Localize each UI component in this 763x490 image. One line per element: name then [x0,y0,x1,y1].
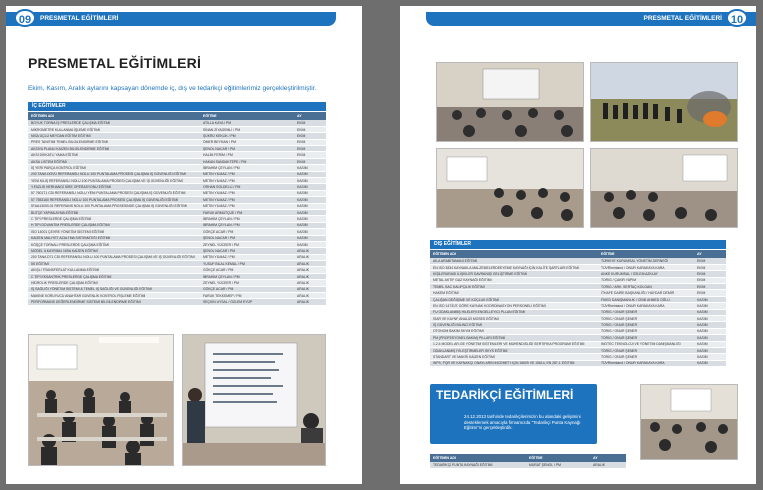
cell-egitimi: YUSUF BİLAL KEMAL / PM [200,261,294,267]
cell-ay: EKİM [694,284,726,290]
cell-egitim-adi: AKSA LİSTEM EĞİTİMİ [28,158,200,164]
cell-ay: EKİM [694,271,726,277]
cell-ay: ARALIK [294,248,326,254]
col-egitim-adi: EĞİTİMİN ADI [28,112,200,120]
right-page [400,6,756,484]
cell-egitimi: ATİLLA KAYA / PM [200,120,294,126]
left-page-title: PRESMETAL EĞİTİMLERİ [28,55,202,71]
cell-ay: EKİM [694,290,726,296]
cell-egitimi: METİN YILMAZ / PM [200,178,294,184]
cell-ay: ARALIK [294,261,326,267]
cell-egitimi: TORİG / ONUR ŞENER [598,322,694,328]
cell-egitimi: METİN YILMAZ / PM [200,254,294,260]
cell-ay: KASIM [294,190,326,196]
cell-ay: KASIM [294,209,326,215]
table-row [430,462,626,468]
right-header-bar: PRESMETAL EĞİTİMLERİ [426,12,756,26]
cell-egitimi: ŞENOL NACAR / PM [200,146,294,152]
cell-ay: KASIM [294,184,326,190]
cell-egitim-adi: MAKİNE KORUYUCU ANAHTAR GÜVENLİK KONTROL FİŞLEME EĞİTİMİ [28,293,200,299]
tedarikci-table [430,454,626,469]
table-row [430,360,726,366]
cell-ay: KASIM [694,328,726,334]
cell-ay: EKİM [294,146,326,152]
cell-egitim-adi: ODAKLANMIŞ İYİLEŞTİRMELER SKYS EĞİTİMİ [430,347,598,353]
cell-ay: KASIM [294,197,326,203]
cell-ay: ARALIK [294,273,326,279]
cell-egitim-adi: KİŞİLERARASI İLİŞKİLER DAVRANIŞI GELİŞTİRME EĞİTİMİ [430,271,598,277]
fire-drill-illustration [591,63,738,142]
cell-ay: EKİM [294,133,326,139]
cell-ay: KASIM [294,235,326,241]
cell-egitim-adi: H TİPİ DOVANTIM PRESLERDE ÇALIŞMA EĞİTİMİ [28,222,200,228]
tedarikci-text: 24.12.2013 tarihinde tedarikçilerimizin bu alandaki gelişimini desteklemek amacıyla firmamızda "Tedarikçi Punta Kaynağı Eğitimi"ni gerçekleştirdik. [464,414,581,431]
cell-egitim-adi: 1.2.4 MODEL AR-GE YÖNETİM SİSTEMLERİ VE MÜHENDİSLİĞİ SERTİFİKA PROGRAMI EĞİTİMİ [430,341,598,347]
training-room-photo [28,334,174,466]
cell-egitimi: İTHAFE DAİRE BAŞKANLIĞI / HAYDAR DEMİR [598,290,694,296]
cell-egitimi: TORİG / ONUR ŞENER [598,354,694,360]
cell-egitimi: METİN YILMAZ / PM [200,203,294,209]
cell-egitimi: ZEYNEL YÜCEER / PM [200,280,294,286]
table-row [28,299,326,305]
cell-egitim-adi: MİKROMETRE KULLANMA İŞLEME EĞİTİMİ [28,126,200,132]
cell-egitim-adi: BOYUK TORNA İŞ PRESLERDE ÇALIŞMA EĞİTİMİ [28,120,200,126]
cell-egitimi: GÖKÇE ACAR / PM [200,229,294,235]
tedarikci-box [430,384,597,444]
cell-egitimi: GÖKÇE ACAR / PM [200,286,294,292]
cell-egitimi: TORİG / ONUR ŞENER [598,309,694,315]
cell-ay: EKİM [694,277,726,283]
cell-ay: ARALIK [590,462,626,468]
col-ay: AY [294,112,326,120]
supplier-training-photo [640,384,738,460]
cell-ay: EKİM [294,152,326,158]
cell-egitimi: İNOTEC TEKNOLOJİ VE YÖNETİM DANIŞMANLIĞI [598,341,694,347]
cell-ay: KASIM [694,309,726,315]
col-egitim-adi: EĞİTİMİN ADI [430,454,526,462]
cell-egitim-adi: EN ISO 14731'E GÖRE KAYNAK KOORDİNASYON PERSONELİ EĞİTİMİ [430,303,598,309]
cell-ay: ARALIK [294,299,326,305]
cell-egitim-adi: HAKEM EĞİTİMİ [430,290,598,296]
cell-egitimi: TÜVRheinland / ONUR KARAKAYA KARA [598,303,694,309]
col-egitim-adi: EĞİTİMİN ADI [430,250,598,258]
cell-ay: ARALIK [294,280,326,286]
cell-egitimi: İBRAHİM ÇEYLAN / PM [200,216,294,222]
cell-ay: KASIM [294,165,326,171]
cell-ay: KASIM [694,354,726,360]
cell-ay: EKİM [294,126,326,132]
cell-egitimi: METİN YILMAZ / PM [200,197,294,203]
cell-egitim-adi: 5TAA13000-01 REFERANS NOLU 100 PUNTALAMA PROSESİNDE ÇALIŞMA İŞ GÜVENLİĞİ EĞİTİMİ [28,203,200,209]
cell-egitimi: FİKED DANIŞMANLIK / CEMİ AHMED OĞLU [598,296,694,302]
cell-ay: EKİM [294,139,326,145]
classroom-photo-1 [436,62,584,142]
cell-egitim-adi: PERFORMANS DEĞERLENDİRME SİSTEMİ BİLGİLENDİRME EĞİTİMİ [28,299,200,305]
cell-egitim-adi: İŞ SAĞLIĞI YÖNETİM SİSTEMİ & TEMEL İŞ SAĞLIĞI VE GÜVENLİĞİ EĞİTİMİ [28,286,200,292]
tedarikci-title: TEDARİKÇİ EĞİTİMLERİ [436,388,574,402]
cell-egitimi: ANKE KURUMSAL / ÖZLEM AZKLAY [598,271,694,277]
right-page-number: 10 [726,9,748,27]
cell-egitim-adi: KAIZEN MALİYET AZALTMA SİSTEMATİĞİ EĞİTİMİ [28,235,200,241]
cell-egitim-adi: WPS, PQR VE KAYNAKÇI ONAYLARIN İNCEMETİ İÇİN 15609 VE 15614, EN 287-1 EĞİTİMİ [430,360,598,366]
cell-ay: KASIM [694,341,726,347]
cell-egitim-adi: OTONOM BAKIM SKYM EĞİTİMİ [430,328,598,334]
cell-ay: KASIM [694,303,726,309]
cell-egitim-adi: METAL AKTİF GAZ KAYNAĞI EĞİTİMİ [430,277,598,283]
cell-egitim-adi: ISO 14001 ÇEVRE YÖNETİM SİSTEMİ EĞİTİMİ [28,229,200,235]
cell-ay: KASIM [294,241,326,247]
cell-egitimi: ZEYNEL YÜCEER / PM [200,241,294,247]
cell-egitimi: ŞENOL NACAR / PM [200,235,294,241]
cell-ay: KASIM [694,335,726,341]
cell-egitim-adi: AİLA ARABİTAMANİ EĞİTİMİ [430,258,598,264]
cell-egitim-adi: AKSİ DİKKATLİ YAMA EĞİTİMİ [28,152,200,158]
cell-egitim-adi: ÇALIŞAN DEĞİŞİME VE KOÇLUK EĞİTİMİ [430,296,598,302]
cell-egitimi: ORHAN SÖLDELLİ / PM [200,184,294,190]
cell-egitimi: TORİG / ONUR ŞENER [598,347,694,353]
cell-egitimi: HALİM FERİM / PM [200,152,294,158]
ic-egitimler-section: İÇ EĞİTİMLER [28,102,326,111]
cell-egitimi: TORİG / ÇAKIR YAPIM [598,277,694,283]
cell-egitimi: HAKAN SANDAKTEPE / PM [200,158,294,164]
cell-egitim-adi: KÖŞÇE TORNALI PRESLERDE ÇALIŞMA EĞİTİMİ [28,241,200,247]
cell-ay: KASIM [294,178,326,184]
col-ay: AY [694,250,726,258]
cell-ay: KASIM [694,360,726,366]
cell-egitimi: GÖKÇE ACAR / PM [200,267,294,273]
classroom-illustration-1 [437,63,584,142]
cell-egitimi: METİN YILMAZ / PM [200,190,294,196]
classroom-illustration-2 [437,149,584,228]
cell-egitim-adi: YENİ KILIŞ REFERANSLI NOLU 100 PUNTALAMA PROSESİ ÇALIŞMA VE İŞ GÜVENLİĞİ EĞİTİMİ [28,178,200,184]
cell-ay: EKİM [694,264,726,270]
cell-ay: KASIM [694,316,726,322]
classroom-photo-2 [436,148,584,228]
cell-egitimi: ŞENOL NACAR / PM [200,248,294,254]
cell-egitimi: SİNAN ZİYAGEMLİ / PM [200,126,294,132]
cell-egitimi: TÜVRheinland / ONUR KARAKAYA KARA [598,264,694,270]
training-room-illustration [29,335,174,466]
fire-drill-photo [590,62,738,142]
cell-egitimi: TÜVRheinland / ONUR KARAKAYA KARA [598,360,694,366]
left-page-subtitle: Ekim, Kasım, Aralık aylarını kapsayan dönemde iç, dış ve tedarikçi eğitimlerimiz gerçekleştirilmiştir. [28,85,317,92]
cell-ay: KASIM [294,216,326,222]
cell-egitim-adi: MODEL İLKAYRIMLI NİSA KAİZEN EĞİTİMİ [28,248,200,254]
cell-egitim-adi: İŞ GÜVENLİĞİ BİLİNCİ EĞİTİMİ [430,322,598,328]
cell-egitim-adi: C TİPİ PRESLERDE ÇALIŞMA EĞİTİMİ [28,216,200,222]
dis-egitimler-section: DIŞ EĞİTİMLER [430,240,726,249]
cell-egitim-adi: PM (PROFESYONEL BAKIM) PILLARI EĞİTİMİ [430,335,598,341]
classroom-photo-3 [590,148,738,228]
cell-egitim-adi: Y.FAZLIS HERHANGİ SİRE OPERASYONU EĞİTİMİ [28,184,200,190]
ic-egitimler-table [28,112,326,306]
cell-egitimi: ŞÜKRÜ KEKLİK / PM [200,133,294,139]
cell-egitim-adi: TEDARİKÇİ PUNTA KAYNAĞI EĞİTİMİ [430,462,526,468]
cell-egitim-adi: FU ODAKLANMIŞ HİLELERİ ENGELLEYİCİ PLLAN EĞİTİMİ [430,309,598,315]
cell-egitim-adi: TEMEL SAC KALIPÇILIK EĞİTİMİ [430,284,598,290]
cell-ay: EKİM [294,158,326,164]
presentation-photo [182,334,326,466]
col-ay: AY [590,454,626,462]
cell-egitim-adi: BUTÇE YAPIMLAYMA EĞİTİMİ [28,209,200,215]
cell-egitimi: TORİG / ONUR ŞENER [598,316,694,322]
cell-egitimi: ÖMER BEYHAN / PM [200,139,294,145]
cell-egitim-adi: NİSA ÜÇLÜ MEYDAN EĞİTİM EĞİTİMİ [28,133,200,139]
cell-ay: KASIM [294,203,326,209]
cell-ay: KASIM [294,222,326,228]
cell-egitim-adi: İSAR VE KAYNF ANALİZİ MOSES EĞİTİMİ [430,316,598,322]
cell-egitimi: TORİG / ONUR ŞENER [598,328,694,334]
cell-ay: EKİM [694,258,726,264]
col-egitimi: EĞİTİMİ [200,112,294,120]
cell-egitimi: TORİG / ARK. SERTAÇ KOLGAN [598,284,694,290]
cell-egitimi: FARUK TEKKEMEP / PM [200,293,294,299]
cell-egitimi: SEÇKİN UYSAL / ÖZLEM EYÜP [200,299,294,305]
cell-egitim-adi: 200 TANA DÖVÜ REFERANSLI NOLU 100 PUNTALAMA PROSESİ ÇALIŞMA İŞ GÜVENLİĞİ EĞİTİMİ [28,171,200,177]
dis-egitimler-table [430,250,726,367]
cell-egitim-adi: 200 TANA D71 CDI REFERANSLI NOLU 100 PUNTALAMA PROSESİ ÇALIŞMA VE İŞ GÜVENLİĞİ EĞİTİMİ [28,254,200,260]
cell-egitim-adi: EN ISO 3834 KAYNAKLA MALZEMELERDEEYEME KAYNAĞI İÇİN KALİTE ŞARTLARI EĞİTİMİ [430,264,598,270]
cell-ay: ARALIK [294,286,326,292]
cell-egitimi: İBRAHİM ÇEYLAN / PM [200,165,294,171]
cell-ay: KASIM [294,171,326,177]
presentation-illustration [183,335,326,466]
cell-ay: KASIM [694,322,726,328]
cell-ay: ARALIK [294,254,326,260]
cell-ay: KASIM [694,296,726,302]
cell-ay: KASIM [694,347,726,353]
left-page [6,6,362,484]
supplier-training-illustration [641,385,738,460]
cell-ay: ARALIK [294,293,326,299]
cell-egitimi: TÜRKİYE KURUMSAL YÖNETİM DERNEĞİ [598,258,694,264]
cell-egitim-adi: STANDART VE MAKRİ KAİZEN EĞİTİMİ [430,354,598,360]
cell-ay: KASIM [294,229,326,235]
cell-egitimi: FARUK ARMUTÇUE / PM [200,209,294,215]
left-header-bar: PRESMETAL EĞİTİMLERİ [6,12,336,26]
left-page-number: 09 [14,9,36,27]
cell-ay: EKİM [294,120,326,126]
cell-egitim-adi: PRES TANITIMI TEMEL BİLGİLENDİRME EĞİTİMİ [28,139,200,145]
classroom-illustration-3 [591,149,738,228]
cell-egitimi: TORİG / ONUR ŞENER [598,335,694,341]
cell-egitim-adi: AKSİYA PLANLI KAİZEN BİLGİLENDİRME EĞİTİMİ [28,146,200,152]
cell-egitim-adi: 57 7601T1 CDI REFERANSLI NOLU YENİ PUNTALAMA PROSESİ ÇALIŞMA İŞ GÜVENLİĞİ EĞİTİMİ [28,190,200,196]
cell-ay: ARALIK [294,267,326,273]
cell-egitim-adi: C TİPİ EKSANTRİK PRESLERDE ÇALIŞMA EĞİTİMİ [28,273,200,279]
cell-egitimi: METİN YILMAZ / PM [200,171,294,177]
col-egitimi: EĞİTİMİ [526,454,590,462]
cell-egitim-adi: HİDROLİK PRESLERDE ÇALIŞMA EĞİTİMİ [28,280,200,286]
col-egitimi: EĞİTİMİ [598,250,694,258]
cell-egitim-adi: 57 7553160 REFERANSLI NOLU 100 PUNTALAMA PROSESİ ÇALIŞMA İŞ GÜVENLİĞİ EĞİTİMİ [28,197,200,203]
cell-egitim-adi: İŞ YERİ PARÇA KONTROL EĞİTİMİ [28,165,200,171]
cell-egitimi: İBRAHİM ÇEYLAN / PM [200,273,294,279]
cell-egitim-adi: AKIŞLI TRANSFERLAT KULLANMA EĞİTİMİ [28,267,200,273]
cell-egitimi: MURAT ŞENOL / PM [526,462,590,468]
cell-egitim-adi: 5S EĞİTİMİ [28,261,200,267]
cell-egitimi: İBRAHİM ÇEYLAN / PM [200,222,294,228]
